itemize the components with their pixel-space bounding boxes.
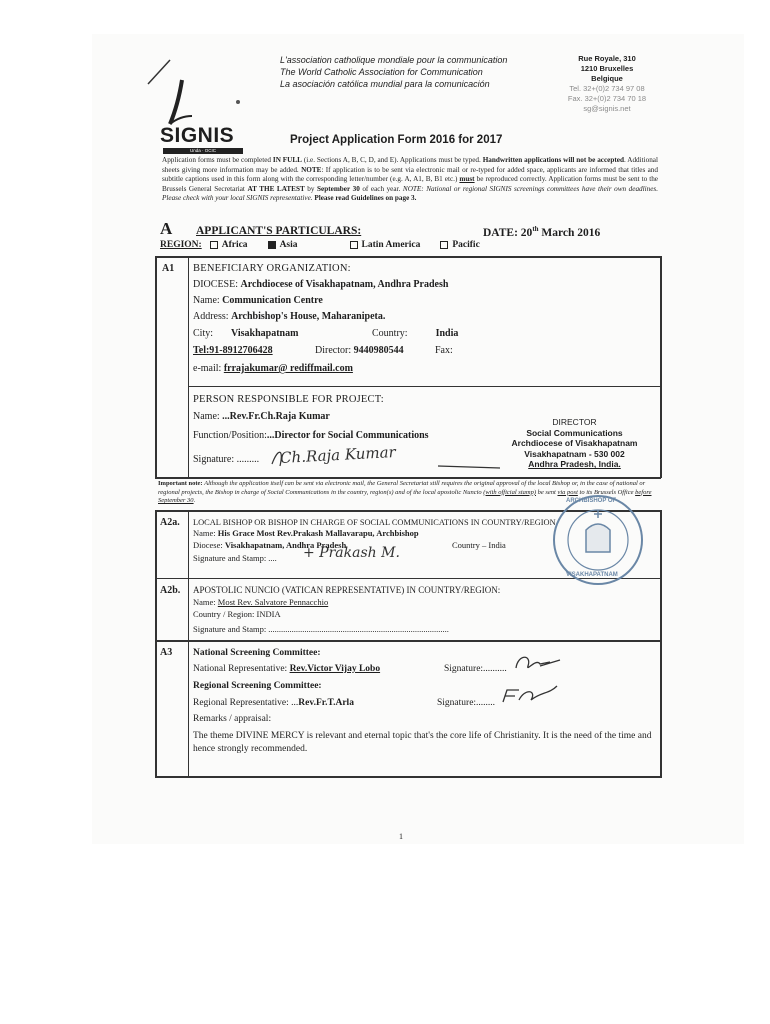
nuncio-name-field	[193, 597, 328, 608]
field-value: frrajakumar@ rediffmail.com	[223, 363, 353, 374]
field-label: e-mail:	[193, 363, 222, 374]
intro-bold: NOTE	[301, 165, 322, 174]
field-label: Address:	[193, 311, 229, 322]
seal-text-top: ARCHBISHOP OF	[566, 498, 617, 504]
national-committee-heading	[193, 647, 321, 660]
note-label: Important note:	[158, 480, 203, 487]
field-value: Tel:91-8912706428	[193, 345, 273, 356]
region-option-asia[interactable]	[268, 240, 298, 250]
intro-bold: IN FULL	[272, 156, 302, 164]
intro-text: of each year.	[359, 184, 403, 193]
column-divider	[188, 510, 189, 778]
checkbox-latin-america[interactable]	[350, 241, 358, 249]
national-signature-field: Signature:..........	[444, 664, 507, 674]
table-border-bottom	[155, 776, 661, 778]
field-value: Archbishop's House, Maharanipeta.	[231, 311, 386, 322]
person-responsible-heading: PERSON RESPONSIBLE FOR PROJECT:	[193, 394, 384, 405]
nuncio-country-field: Country / Region: INDIA	[193, 609, 281, 619]
logo-wordmark: SIGNIS	[160, 124, 235, 147]
bishop-signature-field: Signature and Stamp: ....	[193, 553, 277, 563]
region-option-label: Africa	[221, 240, 248, 250]
association-name-es: La asociación católica mundial para la comunicación	[280, 79, 490, 89]
intro-text: by	[304, 184, 318, 193]
stamp-line: Visakhapatnam - 530 002	[524, 448, 625, 459]
region-label: REGION:	[160, 240, 202, 250]
remarks-text: The theme DIVINE MERCY is relevant and eternal topic that's the core life of Christianity. It is the need of the time and hence strongly recommended.	[193, 731, 652, 754]
address-email: sg@signis.net	[583, 104, 631, 113]
signis-logo-icon	[140, 50, 250, 130]
divider-line	[155, 640, 661, 642]
field-value: Archdiocese of Visakhapatnam, Andhra Pradesh	[240, 279, 449, 290]
region-option-latin-america[interactable]	[350, 240, 421, 250]
association-name-fr: L'association catholique mondiale pour la communication	[280, 55, 508, 65]
field-label: Name:	[193, 528, 216, 538]
page-number: 1	[399, 832, 403, 841]
regional-committee-heading	[193, 680, 322, 693]
field-value: Rev.Fr.T.Arla	[298, 698, 354, 708]
note-text: Although the application itself can be sent via electronic mail, the General Secretariat still requires the original approval of the local Bishop or, in the case of national or regional projects, the Bishop in charge of Social Communications in the country, region(s) and of the local apostolic Nuncio	[158, 480, 646, 496]
section-title: APPLICANT'S PARTICULARS:	[196, 225, 362, 237]
name-field	[193, 294, 323, 307]
country-field	[372, 327, 458, 340]
intro-text: be reproduced correctly. Application forms must be sent to the Brussels General Secretariat	[162, 175, 658, 193]
date-label: DATE: 20	[483, 226, 533, 239]
field-label: Fax:	[435, 345, 453, 356]
national-rep-field	[193, 663, 380, 676]
date-rest: March 2016	[538, 226, 601, 239]
field-value: ...Rev.Fr.Ch.Raja Kumar	[222, 411, 330, 422]
row-code-a2b: A2b.	[160, 585, 181, 596]
beneficiary-heading: BENEFICIARY ORGANIZATION:	[193, 263, 351, 274]
stamp-line: Social Communications	[526, 427, 623, 438]
field-label: National Representative:	[193, 664, 288, 674]
nuncio-signature-field: Signature and Stamp: .....................................................................................	[193, 624, 449, 634]
address-field	[193, 310, 385, 323]
intro-bold: September 30	[317, 184, 360, 193]
regional-signature-mark	[497, 684, 567, 708]
bishop-name-field	[193, 528, 419, 539]
field-label: Function/Position:	[193, 430, 267, 441]
checkbox-pacific[interactable]	[440, 241, 448, 249]
section-letter: A	[160, 219, 173, 238]
signature-line	[268, 444, 508, 472]
instructions-paragraph	[162, 156, 658, 204]
application-date	[483, 225, 600, 239]
director-stamp	[497, 417, 652, 470]
field-value: Communication Centre	[222, 295, 323, 306]
director-field	[315, 344, 404, 357]
field-value: Visakhapatnam	[231, 328, 299, 339]
field-label: National Screening Committee:	[193, 648, 321, 658]
region-option-label: Asia	[279, 240, 298, 250]
logo-subtitle: Unda · OCIC	[163, 148, 243, 154]
field-value: His Grace Most Rev.Prakash Mallavarapu, Archbishop	[217, 528, 419, 538]
address-street: Rue Royale, 310	[578, 54, 636, 63]
divider-line	[155, 477, 661, 479]
address-country: Belgique	[591, 74, 623, 83]
stamp-line: Andhra Pradesh, India.	[528, 459, 621, 469]
field-label: Regional Representative: ...	[193, 698, 299, 708]
address-city: 1210 Bruxelles	[580, 64, 634, 73]
field-label: Country:	[372, 328, 408, 339]
note-text: to its Brussels Office	[577, 488, 636, 496]
nuncio-heading: APOSTOLIC NUNCIO (VATICAN REPRESENTATIVE) IN COUNTRY/REGION:	[193, 585, 501, 595]
field-label: DIOCESE:	[193, 279, 238, 290]
signature-field	[193, 453, 259, 466]
phone-field	[193, 344, 273, 357]
field-label: City:	[193, 328, 214, 339]
regional-signature-field: Signature:........	[437, 698, 496, 708]
field-label: Diocese:	[193, 540, 223, 550]
person-name-field	[193, 410, 330, 423]
function-field	[193, 429, 429, 442]
field-value: ...Director for Social Communications	[266, 430, 429, 441]
address-fax: Fax. 32+(0)2 734 70 18	[567, 94, 647, 103]
national-signature-mark	[510, 652, 580, 676]
table-border-left	[155, 510, 157, 778]
regional-rep-field	[193, 697, 354, 710]
intro-text: : If application is to be sent via electronic mail or re-typed for added space, applicants are informed that titles and subtitle captions used in this form along with the corresponding letter/number (e.g. A, A1, B, B1 etc.)	[162, 165, 658, 184]
row-code-a1: A1	[162, 263, 175, 274]
fax-field	[435, 344, 453, 357]
field-label: Regional Screening Committee:	[193, 681, 322, 691]
note-underline: via post	[557, 488, 578, 496]
table-border-left	[155, 256, 157, 478]
field-value: 9440980544	[353, 345, 404, 356]
table-border-right	[660, 256, 662, 478]
stamp-line: Archdiocese of Visakhapatnam	[511, 438, 638, 448]
field-label: Name:	[193, 295, 220, 306]
divider-line	[188, 386, 660, 387]
note-underline: (with official stamp)	[483, 488, 536, 496]
intro-bold: AT THE LATEST	[247, 184, 305, 193]
form-title: Project Application Form 2016 for 2017	[290, 134, 503, 146]
bishop-signature-script: + Prakash M.	[303, 545, 400, 561]
field-value: Visakhapatnam, Andhra Pradesh	[224, 540, 347, 550]
field-value: India	[435, 328, 459, 339]
date-suffix: th	[532, 225, 539, 233]
association-name-en: The World Catholic Association for Communication	[280, 67, 483, 77]
stamp-line: DIRECTOR	[552, 417, 597, 427]
remarks-label: Remarks / appraisal:	[193, 714, 272, 724]
note-text: .	[193, 497, 196, 505]
address-phone: Tel. 32+(0)2 734 97 08	[569, 84, 645, 93]
intro-italic: NOTE: National or regional SIGNIS screenings committees have their own deadlines. Please check with your local SIGNIS representative.	[162, 184, 658, 203]
checkbox-asia[interactable]	[268, 241, 276, 249]
region-option-africa[interactable]	[210, 240, 248, 250]
seal-text-bottom: VISAKHAPATNAM	[566, 572, 618, 578]
intro-bold: must	[459, 175, 475, 184]
intro-text: . Additional sheets giving more information may be added.	[162, 156, 658, 174]
table-border-right	[660, 510, 662, 778]
local-bishop-heading: LOCAL BISHOP OR BISHOP IN CHARGE OF SOCIAL COMMUNICATIONS IN COUNTRY/REGION	[193, 518, 556, 527]
region-option-label: Latin America	[361, 240, 421, 250]
field-value: Rev.Victor Vijay Lobo	[289, 664, 381, 674]
city-field	[193, 327, 298, 340]
address-block	[552, 54, 662, 114]
region-selector	[160, 240, 660, 250]
row-code-a3: A3	[160, 647, 173, 658]
email-field	[193, 362, 353, 375]
intro-text: (i.e. Sections A, B, C, D, and E). Applications must be typed.	[301, 156, 483, 164]
region-option-label: Pacific	[452, 240, 480, 250]
intro-text: Application forms must be completed	[162, 156, 273, 164]
field-label: Director:	[315, 345, 352, 356]
intro-bold: Handwritten applications will not be accepted	[482, 156, 624, 164]
diocese-field	[193, 278, 448, 291]
region-option-pacific[interactable]	[440, 240, 479, 250]
field-label: Name:	[193, 411, 220, 422]
signature-script-text: Ch.Raja Kumar	[279, 442, 397, 468]
field-label: Name:	[193, 597, 216, 607]
note-text: be sent	[536, 488, 558, 496]
intro-bold: Please read Guidelines on page 3.	[312, 194, 417, 203]
row-code-a2a: A2a.	[160, 517, 180, 528]
field-label: Signature: .........	[193, 454, 260, 465]
note-underline: before September 30	[158, 488, 652, 505]
bishop-country-field: Country – India	[452, 540, 506, 550]
field-value: Most Rev. Salvatore Pennacchio	[217, 597, 329, 607]
checkbox-africa[interactable]	[210, 241, 218, 249]
association-names	[280, 54, 530, 90]
column-divider	[188, 256, 189, 478]
table-border-top	[155, 256, 661, 258]
